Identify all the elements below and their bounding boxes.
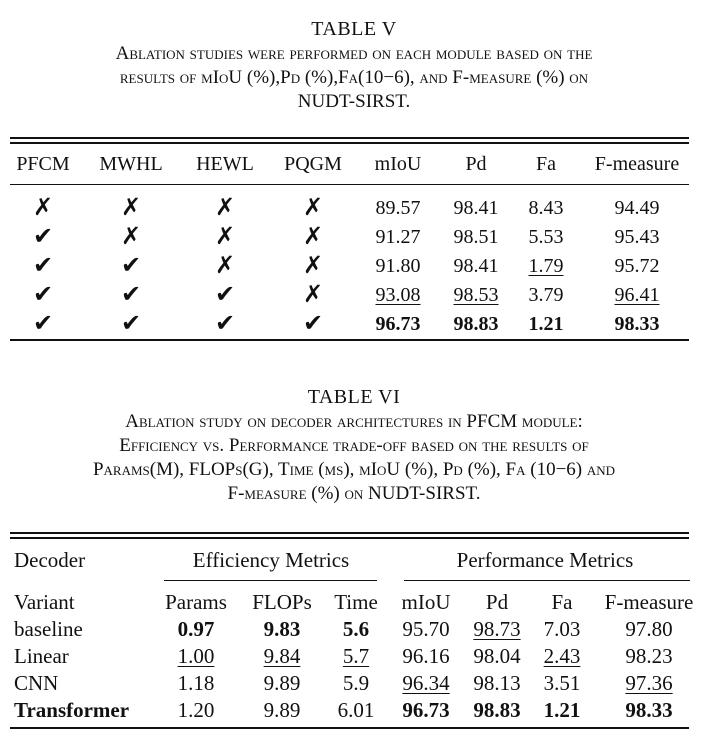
check-icon: ✔ [32,251,54,279]
table-vi-group-underline-efficiency [164,580,377,581]
table-vi-cell-time: 5.6 [342,617,370,641]
check-icon: ✔ [302,309,324,337]
table-v-cell-fa: 1.21 [528,313,564,335]
table-vi-group-decoder: Decoder [14,548,86,572]
table-vi-cell-miou: 96.34 [402,671,450,695]
table-vi-header-time: Time [334,590,378,614]
table-vi-cell-miou: 95.70 [402,617,450,641]
check-icon: ✔ [32,280,54,308]
check-icon: ✔ [120,280,142,308]
table-v-cell-miou: 96.73 [375,313,421,335]
table-v-cell-fa: 8.43 [528,197,564,219]
table-vi-header-pd: Pd [485,590,509,614]
table-v-cell-fa: 1.79 [528,255,564,277]
table-vi-cell-params: 1.18 [177,671,215,695]
cross-icon: ✗ [120,222,142,250]
table-v-header-fa: Fa [536,153,556,175]
table-vi-top-rule [10,537,689,539]
table-v-cell-miou: 89.57 [375,197,421,219]
table-vi-cell-variant: baseline [14,617,83,641]
check-icon: ✔ [32,309,54,337]
cross-icon: ✗ [32,193,54,221]
table-v-cell-pd: 98.41 [453,255,499,277]
cross-icon: ✗ [302,193,324,221]
table-vi-cell-pd: 98.04 [473,644,521,668]
table-vi-cell-time: 6.01 [337,698,375,722]
check-icon: ✔ [32,222,54,250]
table-vi-group-performance: Performance Metrics [456,548,634,572]
table-vi-header-fa: Fa [551,590,573,614]
table-vi-cell-params: 1.00 [177,644,215,668]
table-vi-cell-flops: 9.89 [263,671,301,695]
table-v-cell-pd: 98.83 [453,313,499,335]
table-v-cell-f-measure: 94.49 [614,197,660,219]
table-v-cell-pd: 98.51 [453,226,499,248]
table-vi-cell-f-measure: 97.80 [625,617,673,641]
table-v-caption-line: Ablation studies were performed on each module based on the [115,43,593,64]
table-vi-cell-flops: 9.89 [263,698,301,722]
table-v-caption-line: NUDT-SIRST. [297,91,411,112]
cross-icon: ✗ [214,251,236,279]
cross-icon: ✗ [302,251,324,279]
table-v-cell-f-measure: 98.33 [614,313,660,335]
table-v-number: TABLE V [311,18,397,40]
table-v-header-hewl: HEWL [196,153,254,175]
table-vi-cell-fa: 1.21 [543,698,581,722]
cross-icon: ✗ [120,193,142,221]
table-vi-cell-miou: 96.16 [402,644,450,668]
table-vi-cell-time: 5.9 [342,671,370,695]
check-icon: ✔ [214,280,236,308]
table-v-cell-f-measure: 95.72 [614,255,660,277]
table-v-cell-pd: 98.53 [453,284,499,306]
table-vi-cell-variant: CNN [14,671,59,695]
table-vi-cell-pd: 98.83 [473,698,521,722]
table-v-cell-miou: 91.80 [375,255,421,277]
table-vi-header-miou: mIoU [401,590,451,614]
table-vi-cell-params: 1.20 [177,698,215,722]
table-vi-caption-line: Ablation study on decoder architectures in PFCM module: [125,411,583,432]
table-v-caption-line: results of mIoU (%),Pd (%),Fa(10−6), and F-measure (%) on [119,67,589,88]
table-vi-cell-flops: 9.83 [263,617,301,641]
table-vi-bottom-rule [10,727,689,729]
table-vi-caption-line: Params(M), FLOPs(G), Time (ms), mIoU (%), Pd (%), Fa (10−6) and [92,459,616,480]
table-v-header-miou: mIoU [374,153,422,175]
table-vi-top-rule [10,532,689,534]
table-v-cell-f-measure: 96.41 [614,284,660,306]
table-v-header-f-measure: F-measure [594,153,680,175]
table-v-cell-miou: 93.08 [375,284,421,306]
table-vi-cell-params: 0.97 [177,617,215,641]
table-vi-cell-flops: 9.84 [263,644,301,668]
table-vi-cell-time: 5.7 [342,644,370,668]
table-vi-header-f-measure: F-measure [604,590,694,614]
table-vi-cell-fa: 3.51 [543,671,581,695]
table-vi-cell-fa: 2.43 [543,644,581,668]
table-v-header-pd: Pd [465,153,487,175]
table-v-cell-fa: 5.53 [528,226,564,248]
table-vi-group-efficiency: Efficiency Metrics [192,548,350,572]
table-vi-caption-line: F-measure (%) on NUDT-SIRST. [227,483,481,504]
cross-icon: ✗ [302,280,324,308]
table-v-cell-miou: 91.27 [375,226,421,248]
table-vi-cell-variant: Transformer [14,698,130,722]
check-icon: ✔ [214,309,236,337]
table-vi-caption-line: Efficiency vs. Performance trade-off based on the results of [119,435,589,456]
table-v-cell-fa: 3.79 [528,284,564,306]
table-v-cell-f-measure: 95.43 [614,226,660,248]
table-vi-cell-f-measure: 97.36 [625,671,673,695]
table-vi-cell-pd: 98.13 [473,671,521,695]
table-vi-number: TABLE VI [307,386,401,408]
table-v-cell-pd: 98.41 [453,197,499,219]
cross-icon: ✗ [214,193,236,221]
table-vi-cell-f-measure: 98.23 [625,644,673,668]
table-vi-cell-miou: 96.73 [402,698,450,722]
table-vi-cell-fa: 7.03 [543,617,581,641]
table-vi-group-underline-performance [404,580,690,581]
table-vi-header-flops: FLOPs [252,590,312,614]
table-v-header-mwhl: MWHL [99,153,163,175]
table-vi-header-params: Params [165,590,227,614]
table-vi-cell-variant: Linear [14,644,69,668]
cross-icon: ✗ [214,222,236,250]
table-vi-header-variant: Variant [14,590,75,614]
table-vi-cell-pd: 98.73 [473,617,521,641]
table-vi-cell-f-measure: 98.33 [625,698,673,722]
cross-icon: ✗ [302,222,324,250]
table-v-header-pqgm: PQGM [284,153,342,175]
check-icon: ✔ [120,309,142,337]
table-v-header-pfcm: PFCM [16,153,70,175]
check-icon: ✔ [120,251,142,279]
